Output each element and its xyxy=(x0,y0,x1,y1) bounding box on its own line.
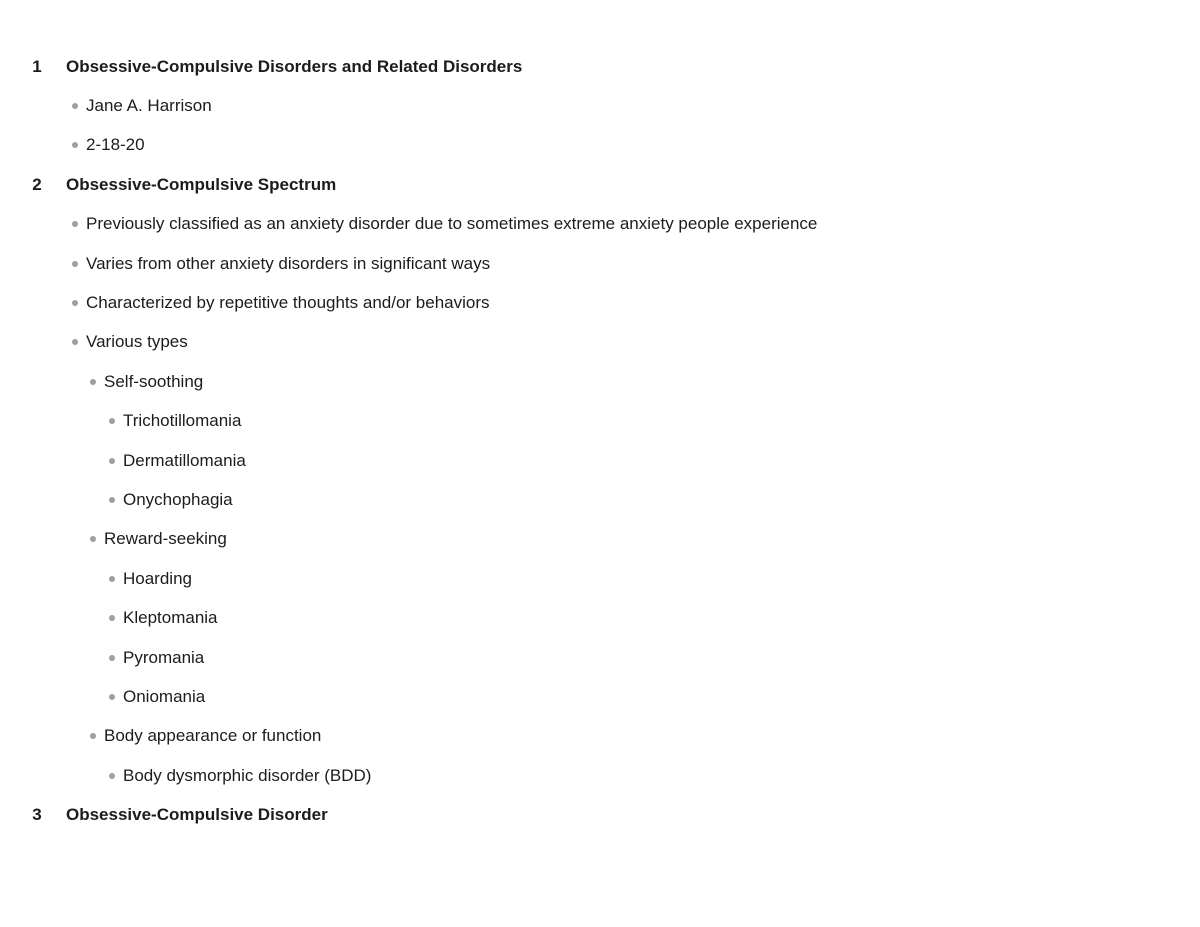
bullet-dot-icon xyxy=(109,773,115,779)
slide-title-row[interactable] xyxy=(0,47,1200,86)
bullet-item[interactable] xyxy=(0,598,1200,637)
bullet-dot-icon xyxy=(109,694,115,700)
outline-slide[interactable] xyxy=(0,165,1200,795)
bullet-text[interactable]: Previously classified as an anxiety disorder due to sometimes extreme anxiety people experience xyxy=(86,214,818,234)
slide-number: 3 xyxy=(32,805,42,825)
bullet-text[interactable]: Body appearance or function xyxy=(104,726,322,746)
bullet-item[interactable] xyxy=(0,441,1200,480)
outline-slide[interactable] xyxy=(0,795,1200,834)
bullet-dot-icon xyxy=(72,103,78,109)
slide-title-row[interactable] xyxy=(0,165,1200,204)
bullet-item[interactable] xyxy=(0,126,1200,165)
bullet-item[interactable] xyxy=(0,756,1200,795)
bullet-item[interactable] xyxy=(0,362,1200,401)
bullet-text[interactable]: 2-18-20 xyxy=(86,135,145,155)
bullet-dot-icon xyxy=(90,733,96,739)
bullet-dot-icon xyxy=(109,497,115,503)
bullet-item[interactable] xyxy=(0,402,1200,441)
bullet-text[interactable]: Various types xyxy=(86,332,188,352)
bullet-text[interactable]: Oniomania xyxy=(123,686,206,706)
bullet-text[interactable]: Kleptomania xyxy=(123,608,218,628)
slide-number: 1 xyxy=(32,56,42,76)
presentation-outline xyxy=(0,47,1200,835)
bullet-text[interactable]: Self-soothing xyxy=(104,371,204,391)
bullet-text[interactable]: Trichotillomania xyxy=(123,411,242,431)
bullet-text[interactable]: Dermatillomania xyxy=(123,450,246,470)
bullet-dot-icon xyxy=(72,300,78,306)
bullet-item[interactable] xyxy=(0,638,1200,677)
bullet-dot-icon xyxy=(109,458,115,464)
bullet-text[interactable]: Characterized by repetitive thoughts and/or behaviors xyxy=(86,293,490,313)
bullet-text[interactable]: Reward-seeking xyxy=(104,529,227,549)
bullet-dot-icon xyxy=(90,536,96,542)
bullet-text[interactable]: Pyromania xyxy=(123,647,205,667)
slide-title-row[interactable] xyxy=(0,795,1200,834)
bullet-dot-icon xyxy=(72,142,78,148)
bullet-dot-icon xyxy=(72,221,78,227)
bullet-item[interactable] xyxy=(0,283,1200,322)
bullet-dot-icon xyxy=(72,261,78,267)
bullet-item[interactable] xyxy=(0,205,1200,244)
outline-slide[interactable] xyxy=(0,47,1200,165)
bullet-item[interactable] xyxy=(0,717,1200,756)
bullet-item[interactable] xyxy=(0,86,1200,125)
bullet-item[interactable] xyxy=(0,677,1200,716)
bullet-dot-icon xyxy=(109,418,115,424)
bullet-text[interactable]: Varies from other anxiety disorders in significant ways xyxy=(86,253,491,273)
bullet-text[interactable]: Body dysmorphic disorder (BDD) xyxy=(123,765,372,785)
bullet-item[interactable] xyxy=(0,559,1200,598)
bullet-item[interactable] xyxy=(0,520,1200,559)
slide-title[interactable]: Obsessive-Compulsive Spectrum xyxy=(66,174,337,194)
slide-title[interactable]: Obsessive-Compulsive Disorder xyxy=(66,805,328,825)
bullet-dot-icon xyxy=(90,379,96,385)
slide-number: 2 xyxy=(32,174,42,194)
bullet-dot-icon xyxy=(109,615,115,621)
bullet-dot-icon xyxy=(109,655,115,661)
bullet-text[interactable]: Onychophagia xyxy=(123,489,233,509)
bullet-dot-icon xyxy=(109,576,115,582)
bullet-item[interactable] xyxy=(0,323,1200,362)
slide-title[interactable]: Obsessive-Compulsive Disorders and Related Disorders xyxy=(66,56,523,76)
bullet-item[interactable] xyxy=(0,480,1200,519)
bullet-text[interactable]: Jane A. Harrison xyxy=(86,96,212,116)
bullet-text[interactable]: Hoarding xyxy=(123,568,192,588)
bullet-dot-icon xyxy=(72,339,78,345)
bullet-item[interactable] xyxy=(0,244,1200,283)
